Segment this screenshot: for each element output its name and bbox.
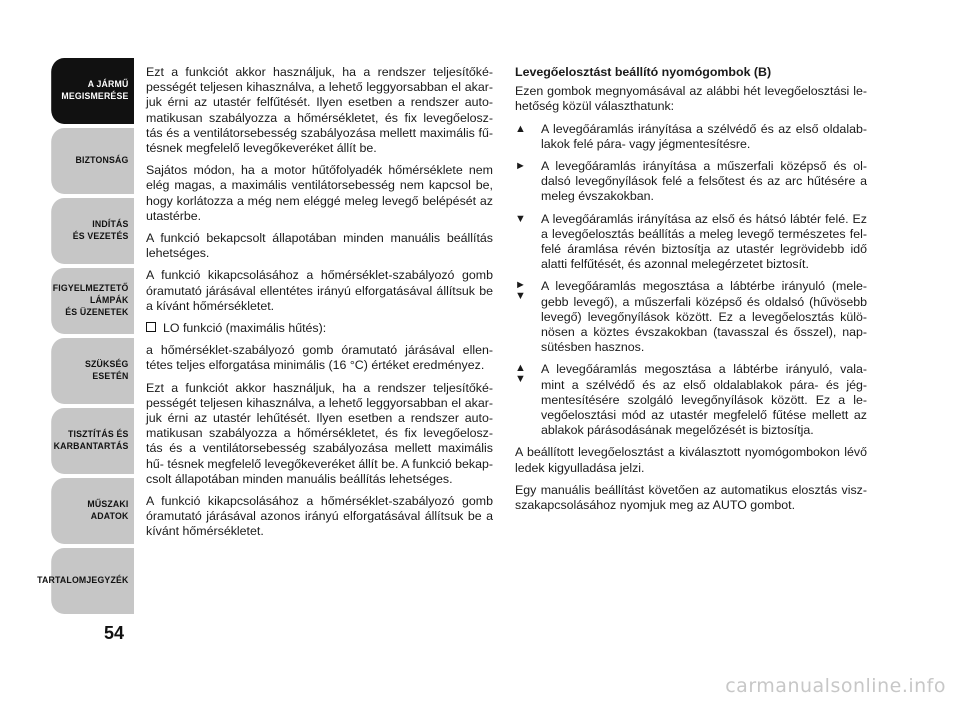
paragraph: a hőmérséklet-szabályozó gomb óramutató járásával ellen- tétes teljes elforgatása minimális (16 °C) értéket eredményez. — [146, 343, 493, 373]
left-column — [146, 65, 493, 547]
watermark: carmanualsonline.info — [725, 675, 946, 697]
paragraph: Egy manuális beállítást követően az automatikus elosztás visz- szakapcsolásához nyomjuk meg az AUTO gombot. — [515, 482, 867, 513]
list-item-text: A levegőáramlás megosztása a lábtérbe irányuló, vala- mint a szélvédő és az első oldalablakok pára- és jég- mentesítésére szolgáló levegőnyílások között. Ez a le- vegőelosztási mód az utastér megfelelő fűtése mellett az ablakok párásodásának megelőzését is biztosítja. — [541, 362, 867, 438]
paragraph: A funkció kikapcsolásához a hőmérséklet-szabályozó gomb óramutató járásával ellentétes irányú elforgatásával állítsuk be a kívánt hőmérsékletet. — [146, 268, 493, 313]
tab-szukseg-eseten[interactable] — [51, 338, 134, 404]
tab-label: TISZTÍTÁS ÉS KARBANTARTÁS — [53, 429, 129, 452]
arrow-down-icon: ▼ — [515, 290, 526, 303]
list-item-text: A levegőáramlás megosztása a lábtérbe irányuló (mele- gebb levegő), a műszerfali középső és oldalsó (hűvösebb levegő) levegőnyílások között. Ez a levegőelosztás külö- nösen a köztes évszakokban (tavasszal és ősszel), nap- sütésben hasznos. — [541, 279, 867, 355]
arrow-up-icon: ▲ — [515, 362, 526, 375]
tab-figyelmezteto-lampak[interactable] — [51, 268, 134, 334]
intro-paragraph: Ezen gombok megnyomásával az alábbi hét levegőelosztási le- hetőség közül választhatunk: — [515, 84, 867, 114]
list-item — [515, 212, 867, 273]
tab-biztonsag[interactable] — [51, 128, 134, 194]
tab-label: INDÍTÁS ÉS VEZETÉS — [72, 219, 129, 242]
list-item-text: A levegőáramlás irányítása a szélvédő és az első oldalab- lakok felé pára- vagy jégmentesítésre. — [541, 121, 867, 151]
paragraph: A beállított levegőelosztást a kiválasztott nyomógombokon lévő ledek kigyulladása jelzi. — [515, 445, 867, 475]
section-heading: Levegőelosztást beállító nyomógombok (B) — [515, 65, 772, 79]
tab-inditas-es-vezetes[interactable] — [51, 198, 134, 264]
page-number: 54 — [103, 623, 125, 643]
tab-label: MŰSZAKI ADATOK — [87, 499, 129, 522]
arrow-up-down-icon — [515, 363, 541, 438]
paragraph: Sajátos módon, ha a motor hűtőfolyadék hőmérséklete nem elég magas, a maximális ventilátorsebesség nem kapcsol be, hogy korlátozza a még nem eléggé meleg levegő belépését az utastérbe. — [146, 163, 493, 223]
paragraph: Ezt a funkciót akkor használjuk, ha a rendszer teljesítőké- pességét teljesen kihasználva, a lehető leggyorsabban el akar- juk érni az utastér felfűtését. Ilyen esetben a rendszer auto- matikusan szabályozza a hőmérsékletet, és fix levegőelosz- tás és a ventilátorsebesség szabályozása mellett maximális fű- tésnek megfelelő levegőkeveréket állít be. — [146, 65, 493, 156]
tab-a-jarmu-megismerese[interactable] — [51, 58, 134, 124]
tab-muszaki-adatok[interactable] — [51, 478, 134, 544]
arrow-right-down-icon — [515, 280, 541, 355]
arrow-down-icon: ▼ — [515, 373, 526, 386]
list-item-text: A levegőáramlás irányítása a műszerfali középső és ol- dalsó levegőnyílások felé a felsőtest és az arc hűtésére a meleg évszakokban. — [541, 159, 867, 204]
paragraph: Ezt a funkciót akkor használjuk, ha a rendszer teljesítőké- pességét teljesen kihasználva, a lehető leggyorsabban el akar- juk érni az utastér lehűtését. Ilyen esetben a rendszer auto- matikusan szabályozza a hőmérsékletet, és fix levegőelosz- tás és a ventilátorsebesség szabályozása mellett maximális hű- tésnek megfelelő levegőkeveréket állít be. A funkció bekap- csolt állapotában minden manuális beállítás lehetséges. — [146, 380, 493, 486]
paragraph: A funkció kikapcsolásához a hőmérséklet-szabályozó gomb óramutató járásával azonos irányú elforgatásával állítsuk be a kívánt hőmérsékletet. — [146, 494, 493, 539]
tab-tartalomjegyzek[interactable] — [37, 548, 134, 614]
checkbox-bullet-icon — [146, 322, 156, 332]
arrow-up-icon: ▲ — [515, 122, 526, 135]
arrow-right-icon: ► — [515, 279, 526, 292]
arrow-right-icon: ► — [515, 160, 526, 173]
paragraph: A funkció bekapcsolt állapotában minden manuális beállítás lehetséges. — [146, 231, 493, 261]
list-item-text: A levegőáramlás irányítása az első és hátsó lábtér felé. Ez a levegőelosztás beállítás a meleg levegő természetes fel- felé áramlása révén biztosítja az utastér legrövidebb idő alatti felfűtését, és azonnal melegérzetet biztosít. — [541, 211, 867, 272]
right-column — [515, 65, 867, 520]
tab-label: BIZTONSÁG — [75, 155, 129, 166]
list-item — [515, 122, 867, 152]
tab-label: FIGYELMEZTETŐ LÁMPÁK ÉS ÜZENETEK — [52, 283, 129, 318]
list-item — [515, 159, 867, 205]
list-item — [515, 362, 867, 438]
tab-label: TARTALOMJEGYZÉK — [37, 575, 129, 586]
list-item — [515, 279, 867, 355]
arrow-down-icon: ▼ — [515, 212, 526, 225]
lo-function-heading — [146, 321, 493, 336]
lo-function-label: LO funkció (maximális hűtés): — [163, 321, 327, 336]
tab-label: A JÁRMŰ MEGISMERÉSE — [61, 79, 129, 102]
tab-tisztitas-es-karbantartas[interactable] — [51, 408, 134, 474]
tab-label: SZÜKSÉG ESETÉN — [84, 359, 129, 382]
